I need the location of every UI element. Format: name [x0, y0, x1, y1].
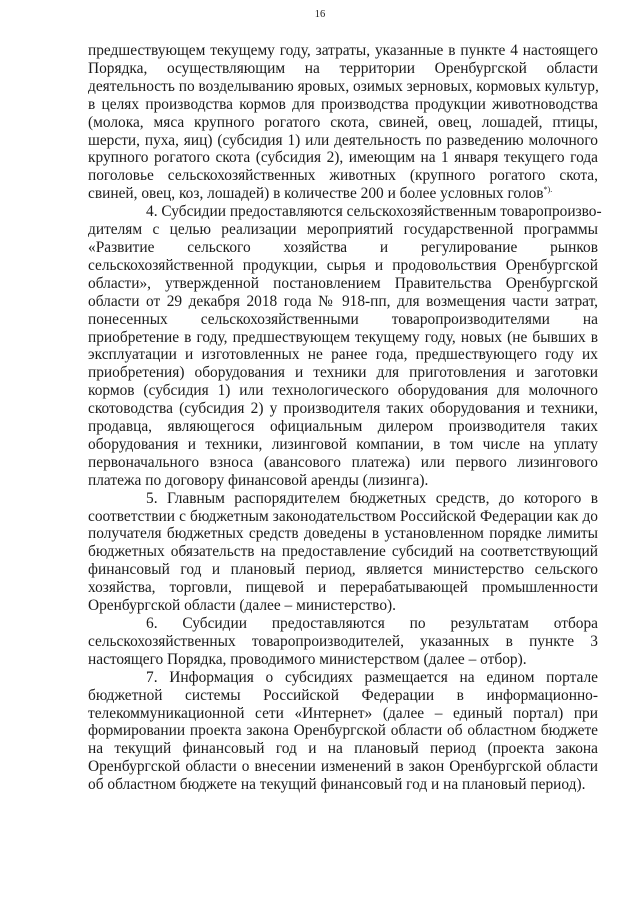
text-line — [88, 615, 598, 633]
text-line-content: (молока, мяса крупного рогатого скота, свиней, овец, лошадей, птицы, — [88, 113, 598, 131]
text-line — [88, 42, 598, 60]
text-line — [88, 454, 598, 472]
text-line-content: Порядка, осуществляющим на территории Оренбургской области — [88, 59, 598, 77]
text-line-content: скотоводства (субсидия 2) у производителя таких оборудования и техники, — [88, 400, 598, 418]
text-line-content: соответствии с бюджетным законодательством Российской Федерации как до — [88, 507, 598, 525]
text-line — [88, 167, 598, 185]
text-line — [88, 329, 598, 347]
text-line-content: об областном бюджете на текущий финансовый год и на плановый период). — [88, 776, 586, 794]
text-line-content: финансовый год и плановый период, является министерство сельского — [88, 561, 598, 579]
text-line — [88, 78, 598, 96]
text-line-content: Оренбургской области о внесении изменений в закон Оренбургской области — [88, 758, 598, 776]
text-line-content: на текущий финансовый год и на плановый период (проекта закона — [88, 740, 598, 758]
text-line-content: эксплуатации и изготовленных не ранее года, предшествующего году их — [88, 346, 598, 364]
text-line-content: области от 29 декабря 2018 года № 918-пп, для возмещения части затрат, — [88, 292, 598, 310]
paragraph-2 — [88, 203, 602, 490]
text-line — [88, 776, 598, 794]
text-line — [88, 651, 598, 669]
text-line-content: деятельность по возделыванию яровых, озимых зерновых, кормовых культур, — [88, 77, 599, 95]
text-line — [88, 203, 602, 221]
text-line — [88, 543, 598, 561]
text-line — [88, 346, 598, 364]
text-line — [88, 132, 598, 150]
text-line-content: области», утвержденной постановлением Правительства Оренбургской — [88, 274, 598, 292]
text-line-content: сельскохозяйственной продукции, сырья и продовольствия Оренбургской — [88, 256, 598, 274]
text-line — [88, 669, 598, 687]
text-line-content: бюджетных обязательств на предоставление субсидий на соответствующий — [88, 543, 598, 561]
text-line-content: продавца, являющегося официальным дилером производителя таких — [88, 418, 598, 436]
text-line — [88, 275, 598, 293]
footnote-mark: *). — [543, 185, 553, 195]
text-line-content: телекоммуникационной сети «Интернет» (далее – единый портал) при — [88, 704, 598, 722]
text-line — [88, 436, 598, 454]
text-line — [88, 490, 598, 508]
text-line-content: 7. Информация о субсидиях размещается на едином портале — [146, 668, 598, 686]
text-line-content: понесенных сельскохозяйственными товаропроизводителями на — [88, 310, 598, 328]
text-line-content: 5. Главным распорядителем бюджетных средств, до которого в — [146, 489, 598, 507]
text-line-content: 6. Субсидии предоставляются по результатам отбора — [146, 615, 598, 632]
text-line — [88, 311, 598, 329]
text-line-content: хозяйства, торговли, пищевой и перерабатывающей промышленности — [88, 579, 598, 597]
text-line-content: дителям с целью реализации мероприятий государственной программы — [88, 221, 598, 239]
paragraph-5 — [88, 669, 598, 794]
text-line-content: сельскохозяйственных товаропроизводителей, указанных в пункте 3 — [88, 632, 598, 650]
text-line — [88, 597, 598, 615]
text-line-content: крупного рогатого скота (субсидия 2), имеющим на 1 января текущего года — [88, 149, 598, 167]
text-line — [88, 239, 598, 257]
text-line-content: предшествующем текущему году, затраты, указанные в пункте 4 настоящего — [88, 42, 598, 59]
text-line — [88, 382, 598, 400]
text-line-content: шерсти, пуха, яиц) (субсидия 1) или деятельность по разведению молочного — [88, 131, 598, 149]
text-line-content: оборудования и техники, лизинговой компании, в том числе на уплату — [88, 435, 598, 453]
text-line-content: кормов (субсидия 1) или технологического оборудования для молочного — [88, 382, 598, 400]
text-line — [88, 579, 598, 597]
text-line — [88, 185, 598, 203]
text-line-content: первоначального взноса (авансового платежа) или первого лизингового — [88, 453, 598, 471]
text-line-content: приобретения) оборудования и техники для приготовления и заготовки — [88, 364, 598, 382]
text-line-content: 4. Субсидии предоставляются сельскохозяйственным товаропроизво- — [146, 203, 602, 221]
text-line — [88, 221, 598, 239]
text-line-content: настоящего Порядка, проводимого министерством (далее – отбор). — [88, 650, 527, 668]
text-line — [88, 633, 598, 651]
text-line — [88, 561, 598, 579]
text-line — [88, 149, 598, 167]
paragraph-3 — [88, 490, 598, 615]
text-line-content: получателя бюджетных средств доведены в установленном порядке лимиты — [88, 525, 598, 543]
text-line — [88, 418, 598, 436]
text-line-content: свиней, овец, коз, лошадей) в количестве 200 и более условных голов — [88, 185, 544, 203]
text-line — [88, 96, 598, 114]
text-line — [88, 525, 598, 543]
text-line-content: формировании проекта закона Оренбургской области об областном бюджете — [88, 722, 598, 740]
paragraph-4 — [88, 615, 598, 669]
text-line — [88, 740, 598, 758]
paragraph-1 — [88, 42, 598, 203]
text-line — [88, 293, 598, 311]
page-number: 16 — [314, 9, 326, 20]
text-line — [88, 508, 598, 526]
text-line — [88, 60, 598, 78]
text-line — [88, 687, 598, 705]
text-line — [88, 758, 598, 776]
text-line-content: в целях производства кормов для производства продукции животноводства — [88, 95, 598, 113]
text-line-content: платежа по договору финансовой аренды (лизинга). — [88, 471, 429, 489]
text-line-content: «Развитие сельского хозяйства и регулирование рынков — [88, 238, 598, 256]
text-line — [88, 114, 598, 132]
text-line — [88, 364, 598, 382]
text-line-content: бюджетной системы Российской Федерации в информационно- — [88, 686, 598, 704]
document-body — [88, 42, 602, 794]
text-line — [88, 257, 598, 275]
text-line — [88, 400, 598, 418]
text-line — [88, 472, 598, 490]
text-line-content: приобретение в году, предшествующем текущему году, новых (не бывших в — [88, 328, 598, 346]
text-line — [88, 705, 598, 723]
text-line — [88, 722, 598, 740]
text-line-content: поголовье сельскохозяйственных животных (крупного рогатого скота, — [88, 167, 598, 185]
text-line-content: Оренбургской области (далее – министерство). — [88, 597, 396, 615]
